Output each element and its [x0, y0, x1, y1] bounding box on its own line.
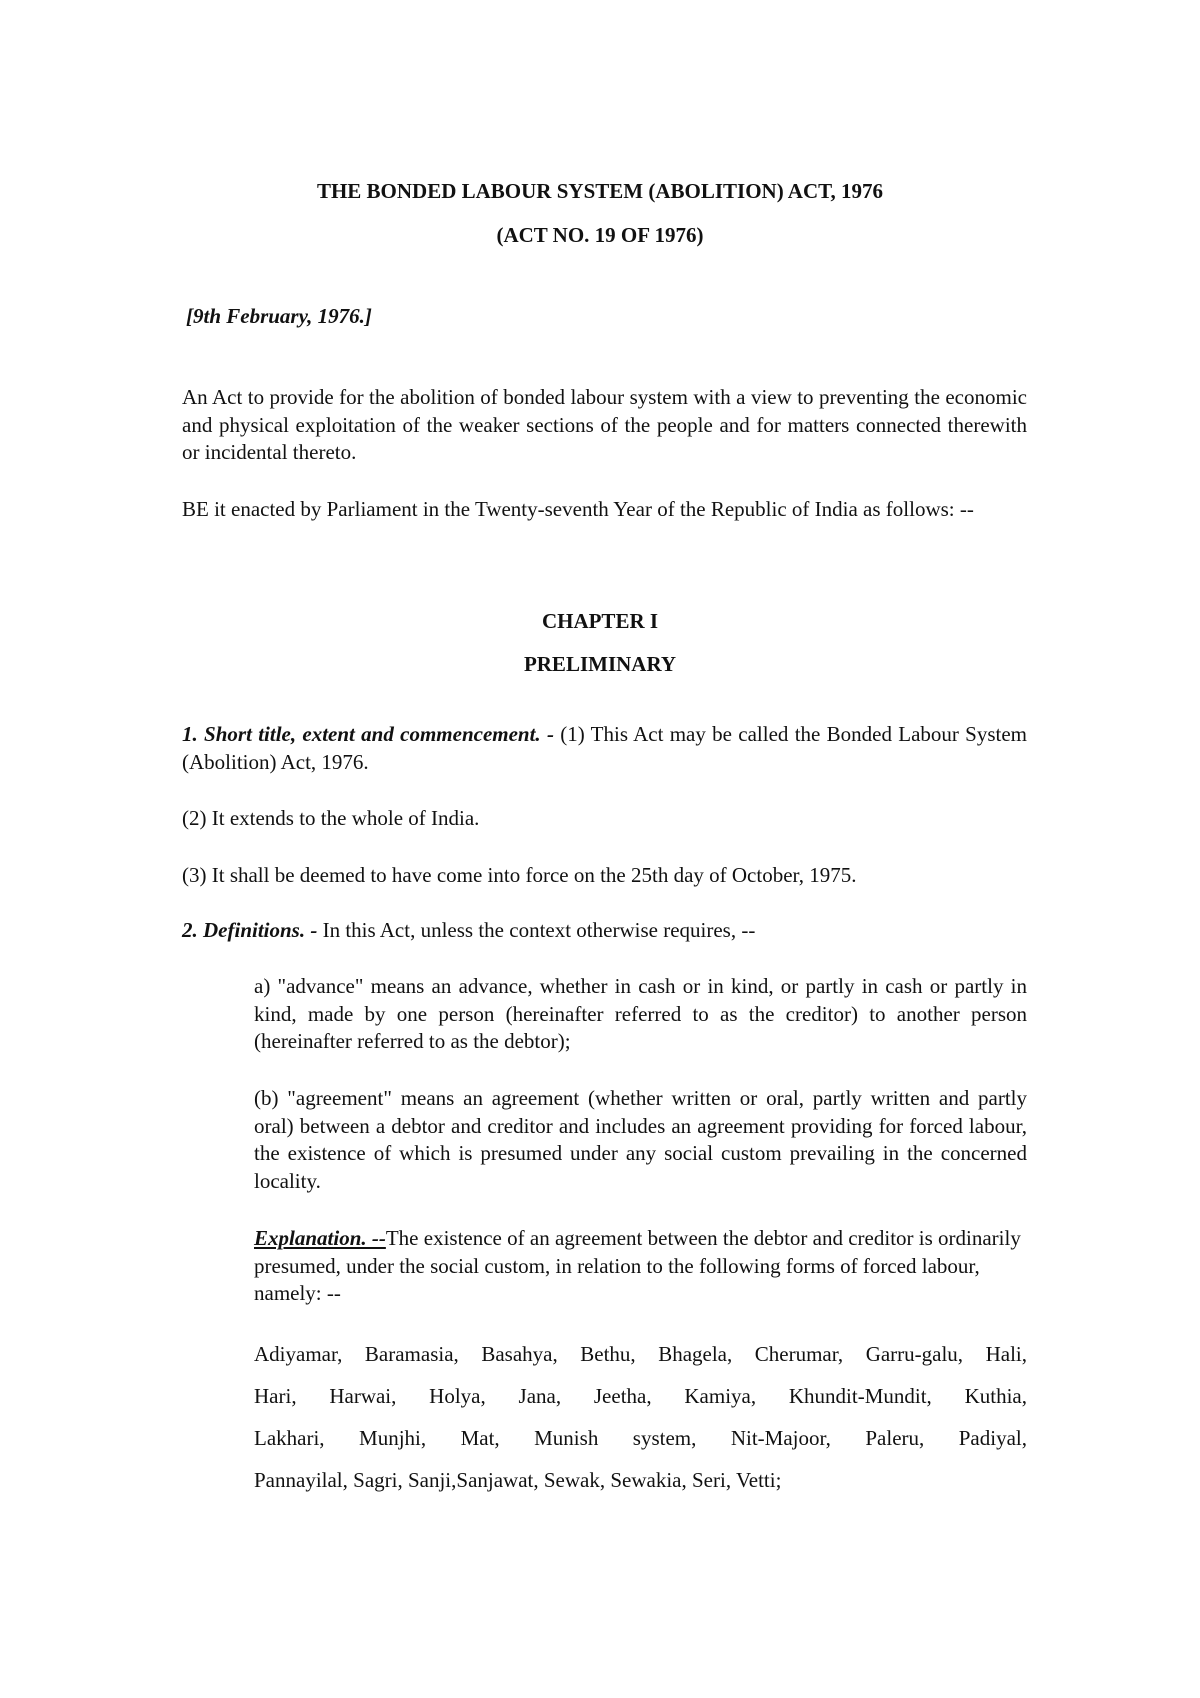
- section-1-text: (1) This Act may be called the Bonded Labour System (Abolition) Act, 1976.: [182, 722, 1028, 774]
- section-2-text: In this Act, unless the context otherwise requires, --: [322, 918, 756, 942]
- enactment-paragraph: BE it enacted by Parliament in the Twenty-seventh Year of the Republic of India as follows: --: [182, 497, 974, 521]
- chapter-heading: CHAPTER I: [541, 609, 659, 633]
- explanation-text: The existence of an agreement between the debtor and creditor is ordinarily presumed, under the social custom, in relation to the following forms of forced labour, namely: --: [254, 1226, 1021, 1306]
- definition-b: (b) "agreement" means an agreement (whether written or oral, partly written and partly oral) between a debtor and creditor and includes an agreement providing for forced labour, the existence of which is presumed under any social custom prevailing in the concerned locality.: [254, 1086, 1027, 1194]
- forced-labour-forms-line: Hari, Harwai, Holya, Jana, Jeetha, Kamiya, Khundit-Mundit, Kuthia,: [254, 1384, 1027, 1408]
- act-number: (ACT NO. 19 OF 1976): [496, 223, 704, 247]
- act-title: THE BONDED LABOUR SYSTEM (ABOLITION) ACT, 1976: [316, 179, 884, 203]
- section-1-heading: Short title, extent and commencement. -: [204, 722, 554, 746]
- explanation-lead: Explanation. --: [254, 1226, 386, 1250]
- definition-a: a) "advance" means an advance, whether in cash or in kind, or partly in cash or partly in kind, made by one person (hereinafter referred to as the creditor) to another person (hereinafter referred to as the debtor);: [254, 974, 1027, 1054]
- explanation: [254, 1225, 1027, 1308]
- forced-labour-forms: [254, 1333, 1027, 1501]
- intro-paragraph: An Act to provide for the abolition of bonded labour system with a view to preventing the economic and physical exploitation of the weaker sections of the people and for matters connected therewith or incidental thereto.: [182, 385, 1027, 465]
- section-1-subsection-3: (3) It shall be deemed to have come into force on the 25th day of October, 1975.: [182, 863, 857, 887]
- chapter-title: PRELIMINARY: [523, 652, 677, 676]
- forced-labour-forms-line: Adiyamar, Baramasia, Basahya, Bethu, Bhagela, Cherumar, Garru-galu, Hali,: [254, 1342, 1027, 1366]
- section-1-subsection-2: (2) It extends to the whole of India.: [182, 806, 480, 830]
- act-date: [9th February, 1976.]: [186, 304, 372, 328]
- section-2-lead: 2. Definitions. -: [182, 918, 318, 942]
- section-2: [182, 917, 1027, 945]
- section-1: [182, 721, 1027, 776]
- section-1-separator: .: [192, 722, 205, 746]
- section-1-number: 1: [182, 722, 193, 746]
- forced-labour-forms-line: Pannayilal, Sagri, Sanji,Sanjawat, Sewak, Sewakia, Seri, Vetti;: [254, 1468, 782, 1492]
- forced-labour-forms-line: Lakhari, Munjhi, Mat, Munish system, Nit-Majoor, Paleru, Padiyal,: [254, 1426, 1027, 1450]
